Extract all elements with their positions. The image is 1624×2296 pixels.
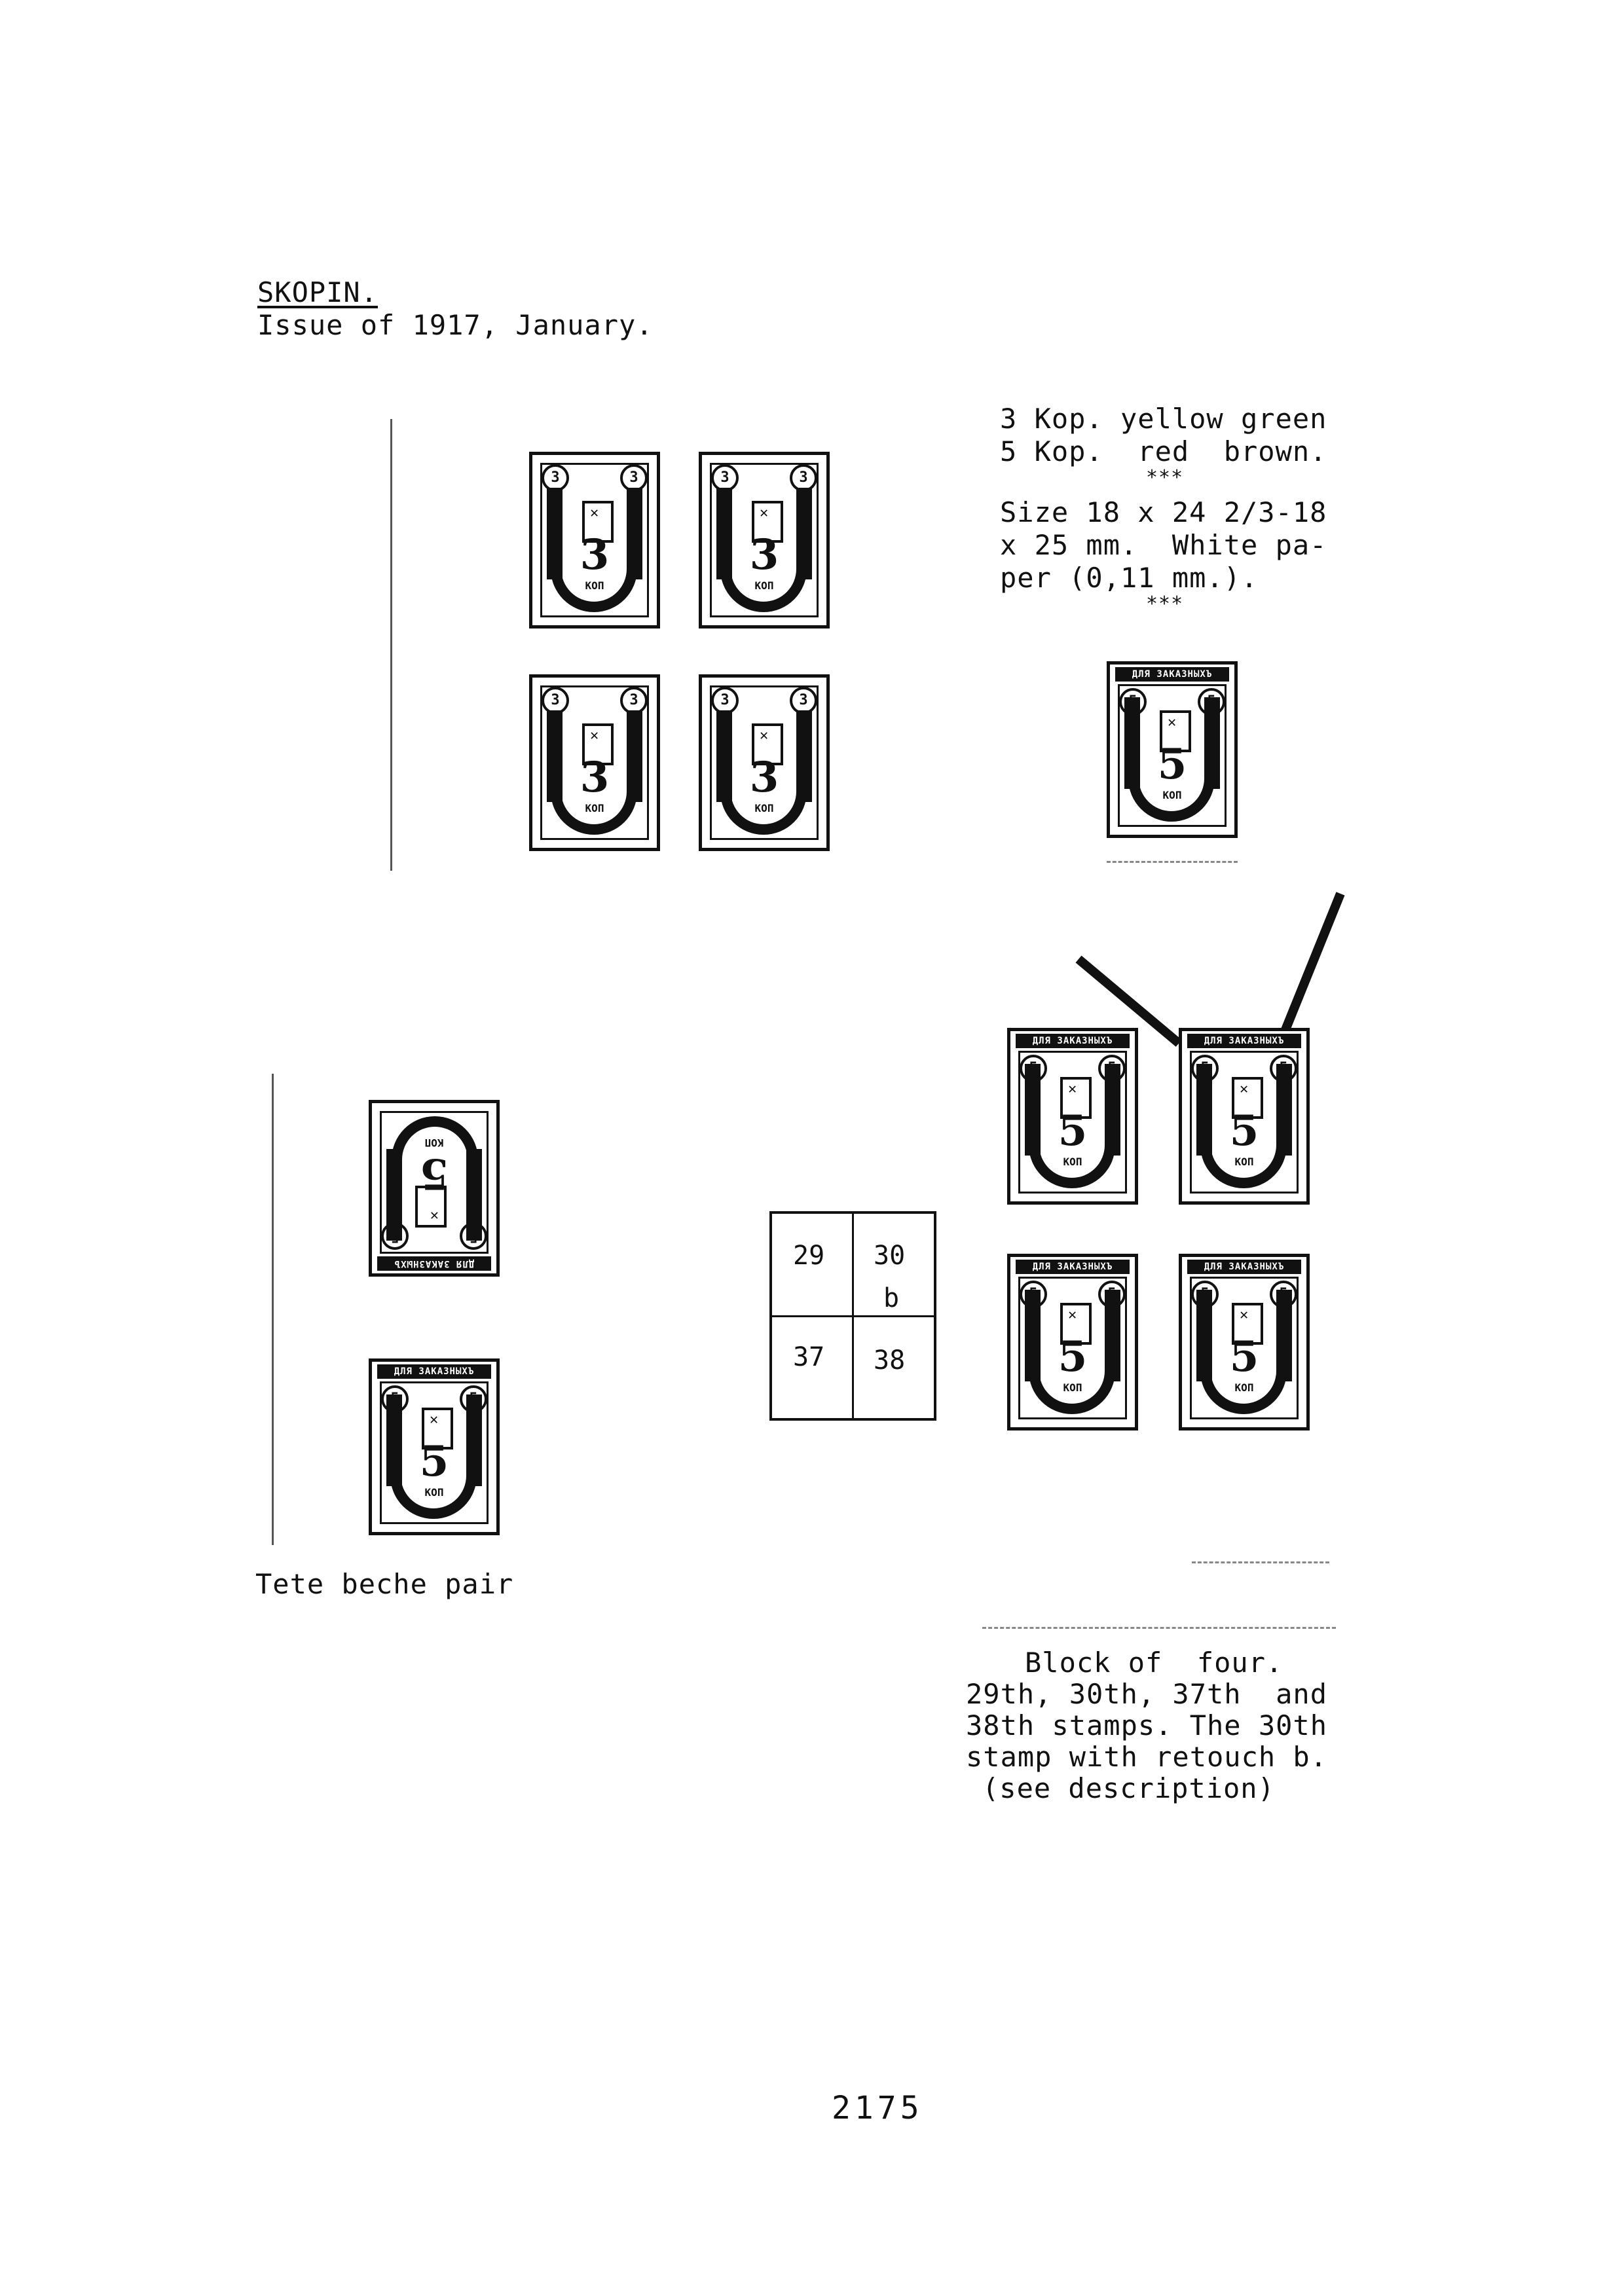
stamp-value: 5	[1058, 1332, 1088, 1381]
caption-line: (see description)	[982, 1772, 1275, 1804]
stamp-3kop: 3 3 ✕ 3 КОП	[699, 674, 830, 851]
pointer-arrow	[1278, 892, 1345, 1041]
issue-subtitle: Issue of 1917, January.	[257, 309, 654, 341]
stamp-3kop: 3 3 ✕ 3 КОП	[699, 452, 830, 629]
page-number: 2175	[832, 2090, 923, 2126]
cut-line	[1192, 1561, 1329, 1563]
grid-cell: 29	[793, 1241, 825, 1271]
caption-line: Block of four.	[1025, 1647, 1283, 1679]
cut-line	[1107, 861, 1238, 863]
stamp-5kop: ДЛЯ ЗАКАЗНЫХЪ ✕ 5 КОП	[369, 1358, 500, 1535]
stamp-value: 3	[580, 530, 610, 579]
description-line: x 25 mm. White pa-	[1000, 529, 1327, 561]
stamp-5kop-pos30: ДЛЯ ЗАКАЗНЫХЪ ✕ 5 КОП	[1179, 1028, 1310, 1205]
grid-cell: 37	[793, 1342, 825, 1372]
stamp-value: 3	[749, 753, 779, 802]
description-line: 3 Kop. yellow green	[1000, 403, 1327, 435]
stamp-value: 5	[1229, 1106, 1259, 1156]
description-line: 5 Kop. red brown.	[1000, 435, 1327, 467]
stamp-5kop-inverted: ДЛЯ ЗАКАЗНЫХЪ ✕ 5 КОП	[369, 1100, 500, 1277]
stamp-value: 5	[419, 1149, 449, 1198]
stamp-5kop-pos38: ДЛЯ ЗАКАЗНЫХЪ ✕ 5 КОП	[1179, 1254, 1310, 1430]
stamp-3kop: 3 3 ✕ 3 КОП	[529, 452, 660, 629]
stamp-5kop-single: ДЛЯ ЗАКАЗНЫХЪ ✕ 5 КОП	[1107, 661, 1238, 838]
stamp-value: 5	[1157, 740, 1187, 789]
stamp-value: 3	[580, 753, 610, 802]
caption-line: stamp with retouch b.	[966, 1741, 1328, 1773]
description-line: per (0,11 mm.).	[1000, 562, 1259, 594]
cut-line	[982, 1627, 1336, 1629]
stamp-value: 3	[749, 530, 779, 579]
grid-cell: 38	[874, 1345, 906, 1376]
stamp-value: 5	[1229, 1332, 1259, 1381]
stamp-5kop-pos37: ДЛЯ ЗАКАЗНЫХЪ ✕ 5 КОП	[1007, 1254, 1138, 1430]
tete-beche-caption: Tete beche pair	[255, 1568, 514, 1600]
separator-stars: ***	[1146, 466, 1184, 489]
description-line: Size 18 x 24 2/3-18	[1000, 496, 1327, 528]
section-title: SKOPIN.	[257, 276, 378, 308]
stamp-5kop-pos29: ДЛЯ ЗАКАЗНЫХЪ ✕ 5 КОП	[1007, 1028, 1138, 1205]
stamp-3kop: 3 3 ✕ 3 КОП	[529, 674, 660, 851]
grid-cell: b	[883, 1283, 900, 1313]
stamp-value: 5	[1058, 1106, 1088, 1156]
caption-line: 38th stamps. The 30th	[966, 1709, 1328, 1741]
grid-cell: 30	[874, 1241, 906, 1271]
caption-line: 29th, 30th, 37th and	[966, 1678, 1328, 1710]
margin-mark	[390, 419, 392, 871]
separator-stars: ***	[1146, 592, 1184, 615]
position-diagram	[769, 1211, 936, 1421]
stamp-value: 5	[419, 1437, 449, 1486]
margin-mark	[272, 1074, 274, 1545]
